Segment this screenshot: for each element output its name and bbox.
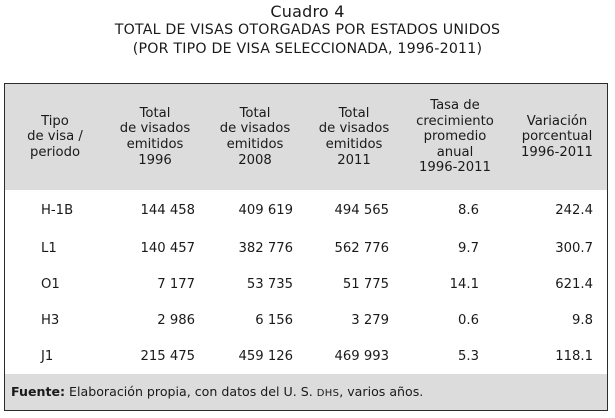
header-line: porcentual [521, 129, 593, 145]
table-cell: 494 565 [334, 202, 389, 218]
source-note [5, 374, 607, 410]
source-text: Elaboración propia, con datos del U. S. [65, 384, 317, 399]
table-cell: 215 475 [140, 348, 195, 364]
table-row [5, 230, 607, 266]
table-cell: 382 776 [238, 240, 293, 256]
table-cell: 8.6 [458, 202, 479, 218]
table-row [5, 266, 607, 302]
header-line: 1996 [138, 152, 172, 168]
row-visa-type: O1 [41, 276, 60, 292]
header-line: Total [139, 105, 171, 121]
header-line: anual [436, 144, 474, 160]
header-tipo [5, 84, 105, 190]
header-row [5, 84, 607, 190]
header-line: 1996-2011 [419, 160, 491, 176]
row-visa-type: H-1B [41, 202, 74, 218]
header-1996 [105, 84, 205, 190]
data-table-box [4, 83, 608, 411]
table-cell: 5.3 [458, 348, 479, 364]
table-row [5, 190, 607, 230]
header-line: Total [239, 105, 271, 121]
source-text-end: , varios años. [339, 384, 424, 399]
table-cell: 621.4 [555, 276, 593, 292]
table-cell: 6 156 [255, 312, 293, 328]
header-line: 2011 [337, 152, 371, 168]
row-visa-type: L1 [41, 240, 57, 256]
table-cell: 9.7 [458, 240, 479, 256]
row-visa-type: J1 [41, 348, 54, 364]
table-cell: 118.1 [555, 348, 593, 364]
header-variacion [507, 84, 607, 190]
header-line: Total [338, 105, 370, 121]
row-visa-type: H3 [41, 312, 60, 328]
table-cell: 242.4 [555, 202, 593, 218]
table-cell: 51 775 [342, 276, 389, 292]
source-abbrev: DHS [316, 388, 340, 399]
table-cell: 0.6 [458, 312, 479, 328]
header-line: periodo [29, 144, 81, 160]
table-cell: 300.7 [555, 240, 593, 256]
visa-table [5, 84, 607, 374]
table-cell: 459 126 [238, 348, 293, 364]
table-cell: 144 458 [140, 202, 195, 218]
header-line: 1996-2011 [521, 144, 593, 160]
table-cell: 140 457 [140, 240, 195, 256]
header-line: 2008 [238, 152, 272, 168]
table-cell: 9.8 [572, 312, 593, 328]
table-cell: 562 776 [334, 240, 389, 256]
table-row [5, 338, 607, 374]
table-cell: 7 177 [157, 276, 195, 292]
table-cell: 409 619 [238, 202, 293, 218]
header-line: crecimiento [416, 113, 494, 129]
table-row [5, 302, 607, 338]
header-line: Variación [526, 113, 588, 129]
source-label: Fuente: [11, 384, 66, 399]
table-cell: 469 993 [334, 348, 389, 364]
header-line: de visados [219, 121, 291, 137]
header-2011 [305, 84, 403, 190]
header-line: de visados [119, 121, 191, 137]
header-line: emitidos [226, 137, 284, 152]
header-line: promedio [423, 129, 487, 145]
table-subtitle: (POR TIPO DE VISA SELECCIONADA, 1996-2011) [132, 41, 483, 57]
header-line: Tasa de [430, 98, 480, 114]
header-2008 [205, 84, 305, 190]
table-cell: 14.1 [449, 276, 479, 292]
table-cell: 3 279 [351, 312, 389, 328]
header-tasa [403, 84, 507, 190]
table-title: TOTAL DE VISAS OTORGADAS POR ESTADOS UNIDOS [114, 22, 501, 38]
table-number: Cuadro 4 [270, 2, 345, 21]
table-cell: 2 986 [157, 312, 195, 328]
table-cell: 53 735 [246, 276, 293, 292]
header-line: de visa / [27, 129, 83, 145]
header-line: emitidos [126, 137, 184, 152]
header-line: Tipo [41, 113, 69, 129]
header-line: de visados [318, 121, 390, 137]
header-line: emitidos [325, 137, 383, 152]
